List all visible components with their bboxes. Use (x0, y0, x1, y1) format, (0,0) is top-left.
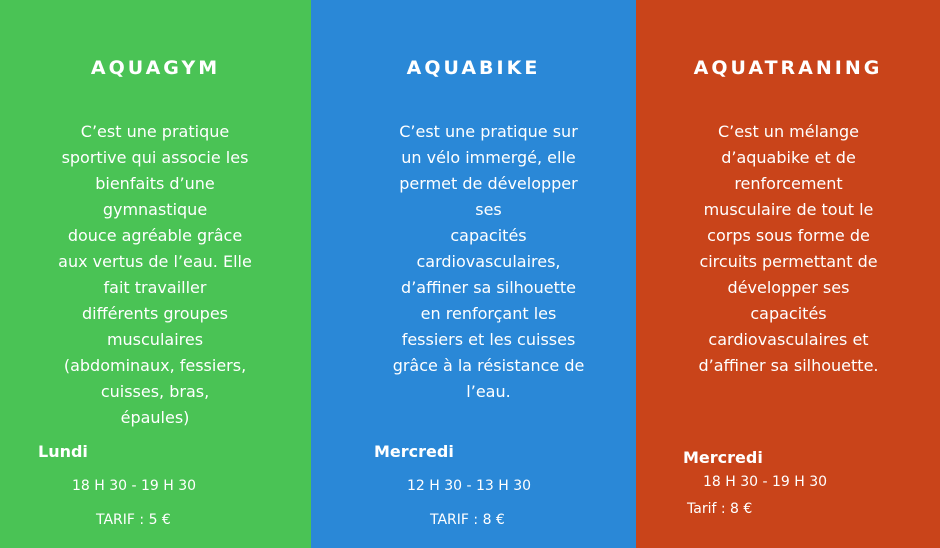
column-aquabike (311, 0, 636, 548)
column-aquatraning (636, 0, 940, 548)
schedule-day: Lundi (38, 442, 88, 461)
schedule-time: 18 H 30 - 19 H 30 (703, 474, 828, 490)
column-title: AQUAGYM (90, 57, 221, 79)
column-description: C’est un mélange d’aquabike et de renforcement musculaire de tout le corps sous forme de circuits permettant de développer ses capacités cardiovasculaires et d’affiner sa silhouette. (698, 122, 879, 375)
price-label: TARIF : 5 € (96, 512, 171, 528)
column-aquagym (0, 0, 311, 548)
price-label: Tarif : 8 € (687, 501, 753, 517)
column-description: C’est une pratique sur un vélo immergé, elle permet de développer ses capacités cardiovasculaires, d’affiner sa silhouette en renforçant les fessiers et les cuisses grâce à la résistance de l’eau. (392, 122, 585, 401)
price-label: TARIF : 8 € (430, 512, 505, 528)
column-title: AQUATRANING (693, 57, 883, 79)
schedule-time: 18 H 30 - 19 H 30 (72, 478, 197, 494)
schedule-time: 12 H 30 - 13 H 30 (407, 478, 532, 494)
column-description: C’est une pratique sportive qui associe les bienfaits d’une gymnastique douce agréable grâce aux vertus de l’eau. Elle fait travailler différents groupes musculaires (abdominaux, fessiers, cuisses, bras, épaules) (58, 122, 252, 427)
column-title: AQUABIKE (406, 57, 541, 79)
schedule-day: Mercredi (683, 448, 763, 467)
schedule-day: Mercredi (374, 442, 454, 461)
